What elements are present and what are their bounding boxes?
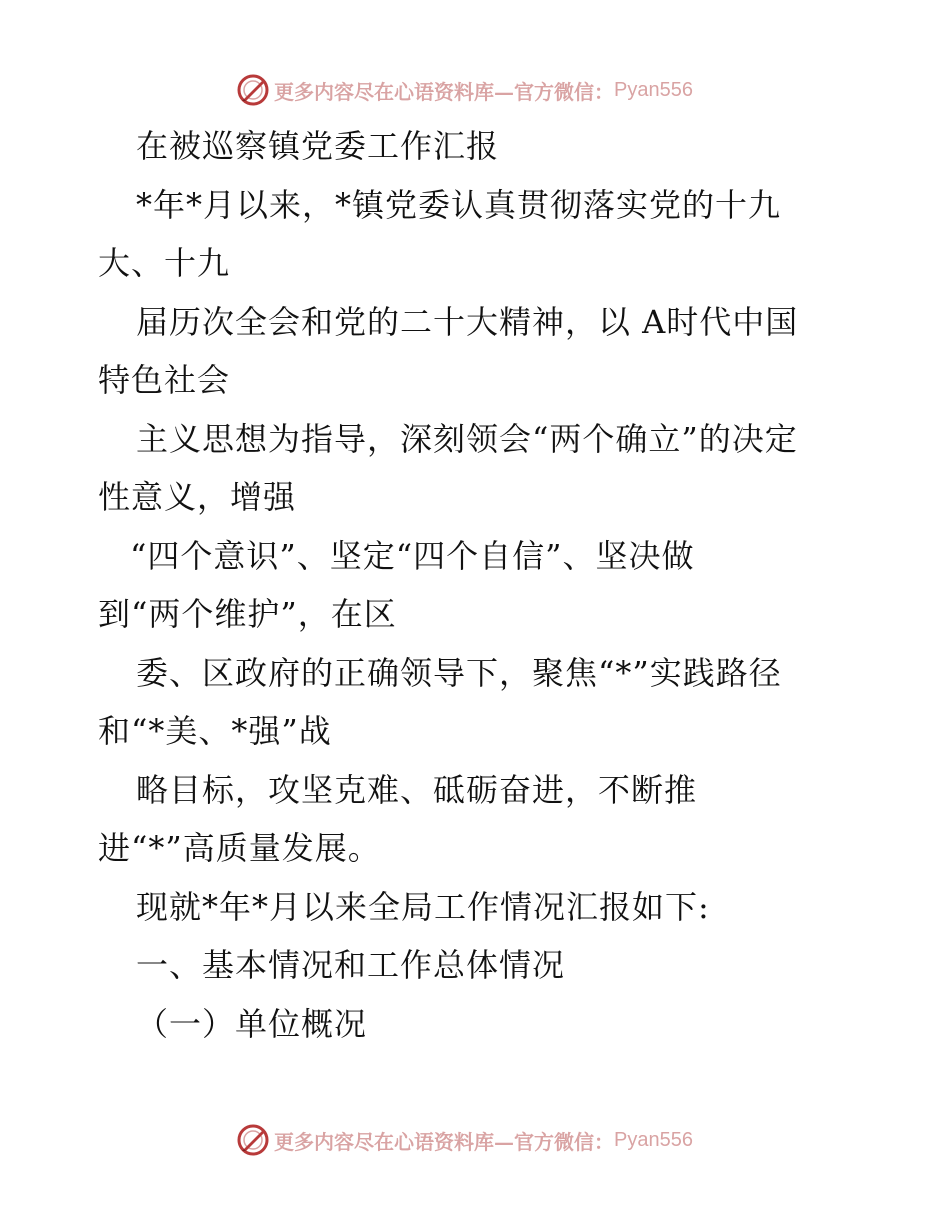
paragraph-line: 进“*”高质量发展。 — [98, 829, 381, 867]
paragraph-line: 和“*美、*强”战 — [98, 712, 332, 750]
section-heading: 一、基本情况和工作总体情况 — [136, 946, 566, 984]
watermark-text: 更多内容尽在心语资料库—官方微信： — [274, 79, 614, 104]
paragraph-line: 略目标，攻坚克难、砥砺奋进，不断推 — [136, 771, 698, 809]
paragraph-line: 届历次全会和党的二十大精神，以 A时代中国 — [136, 303, 799, 341]
paragraph-line: 特色社会 — [98, 361, 231, 399]
paragraph-line: 性意义，增强 — [98, 478, 297, 516]
paragraph-line: 到“两个维护”，在区 — [98, 595, 397, 633]
seal-pen-logo-icon — [236, 1123, 270, 1157]
document-title: 在被巡察镇党委工作汇报 — [136, 127, 500, 165]
footer-watermark — [236, 1122, 693, 1158]
paragraph-line: 主义思想为指导，深刻领会“两个确立”的决定 — [136, 420, 798, 458]
watermark-handle: Pyan556 — [614, 1128, 693, 1151]
paragraph-line: *年*月以来，*镇党委认真贯彻落实党的十九 — [136, 186, 782, 224]
watermark-handle: Pyan556 — [614, 78, 693, 101]
seal-pen-logo-icon — [236, 73, 270, 107]
header-watermark — [236, 72, 693, 108]
subsection-heading: （一）单位概况 — [136, 1005, 368, 1043]
paragraph-line: 委、区政府的正确领导下，聚焦“*”实践路径 — [136, 654, 782, 692]
watermark-text: 更多内容尽在心语资料库—官方微信： — [274, 1129, 614, 1154]
paragraph-line: 现就*年*月以来全局工作情况汇报如下: — [136, 888, 710, 926]
paragraph-line: 大、十九 — [98, 244, 231, 282]
paragraph-line: “四个意识”、坚定“四个自信”、坚决做 — [130, 537, 695, 575]
